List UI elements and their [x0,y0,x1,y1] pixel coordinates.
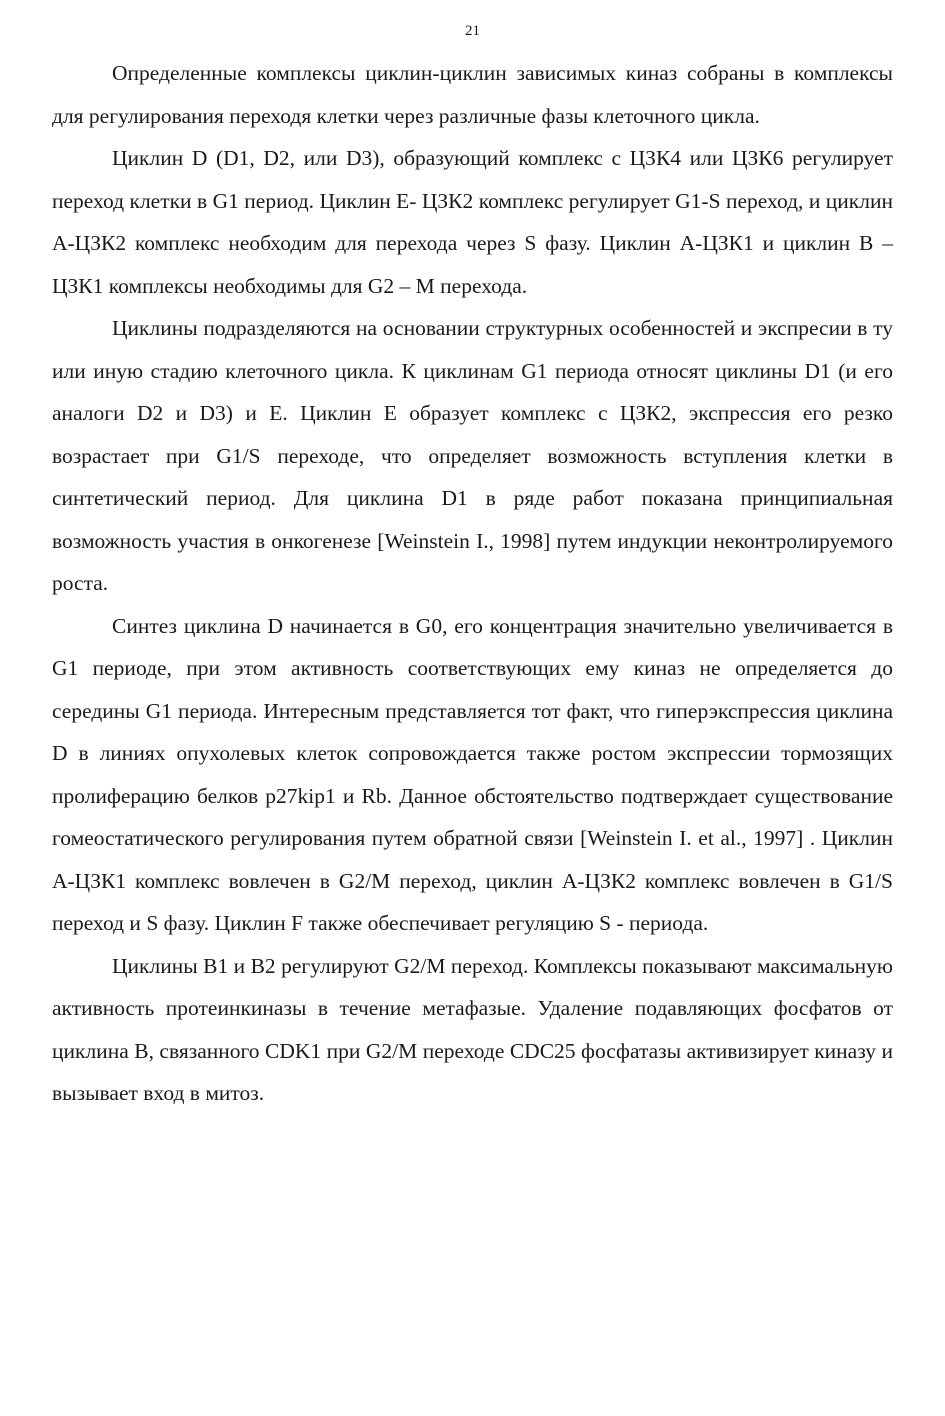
paragraph-cyclins-b: Циклины B1 и B2 регулируют G2/M переход. Комплексы показывают максимальную активность протеинкиназы в течение метафазые. Удаление подавляющих фосфатов от циклина B, связанного CDK1 при G2/M переходе CDC25 фосфатазы активизирует киназу и вызывает вход в митоз. [52,953,893,1105]
paragraph-cyclin-d-synthesis: Синтез циклина D начинается в G0, его концентрация значительно увеличивается в G1 периоде, при этом активность соответствующих ему киназ не определяется до середины G1 периода. Интересным представляется тот факт, что гиперэкспрессия циклина D в линиях опухолевых клеток сопровождается также ростом экспрессии тормозящих пролиферацию белков p27kip1 и Rb. Данное обстоятельство подтверждает существование гомеостатического регулирования путем обратной связи [Weinstein I. et al., 1997] . Циклин A-ЦЗК1 комплекс вовлечен в G2/M переход, циклин A-ЦЗК2 комплекс вовлечен в G1/S переход и S фазу. Циклин F также обеспечивает регуляцию S - периода. [52,613,893,935]
paragraph-cdk-complexes: Определенные комплексы циклин-циклин зависимых киназ собраны в комплексы для регулирования переходя клетки через различные фазы клеточного цикла. [52,61,893,128]
page-number: 21 [465,23,480,39]
paragraph-cyclin-classification: Циклины подразделяются на основании структурных особенностей и экспресии в ту или иную стадию клеточного цикла. К циклинам G1 периода относят циклины D1 (и его аналоги D2 и D3) и E. Циклин E образует комплекс с ЦЗК2, экспрессия его резко возрастает при G1/S переходе, что определяет возможность вступления клетки в синтетический период. Для циклина D1 в ряде работ показана принципиальная возможность участия в онкогенезе [Weinstein I., 1998] путем индукции неконтролируемого роста. [52,316,893,595]
paragraph-cyclin-d: Циклин D (D1, D2, или D3), образующий комплекс с ЦЗК4 или ЦЗК6 регулирует переход клетки в G1 период. Циклин E- ЦЗК2 комплекс регулирует G1-S переход, и циклин A-ЦЗК2 комплекс необходим для перехода через S фазу. Циклин A-ЦЗК1 и циклин B – ЦЗК1 комплексы необходимы для G2 – M перехода. [52,146,893,298]
body-text [52,52,893,1115]
